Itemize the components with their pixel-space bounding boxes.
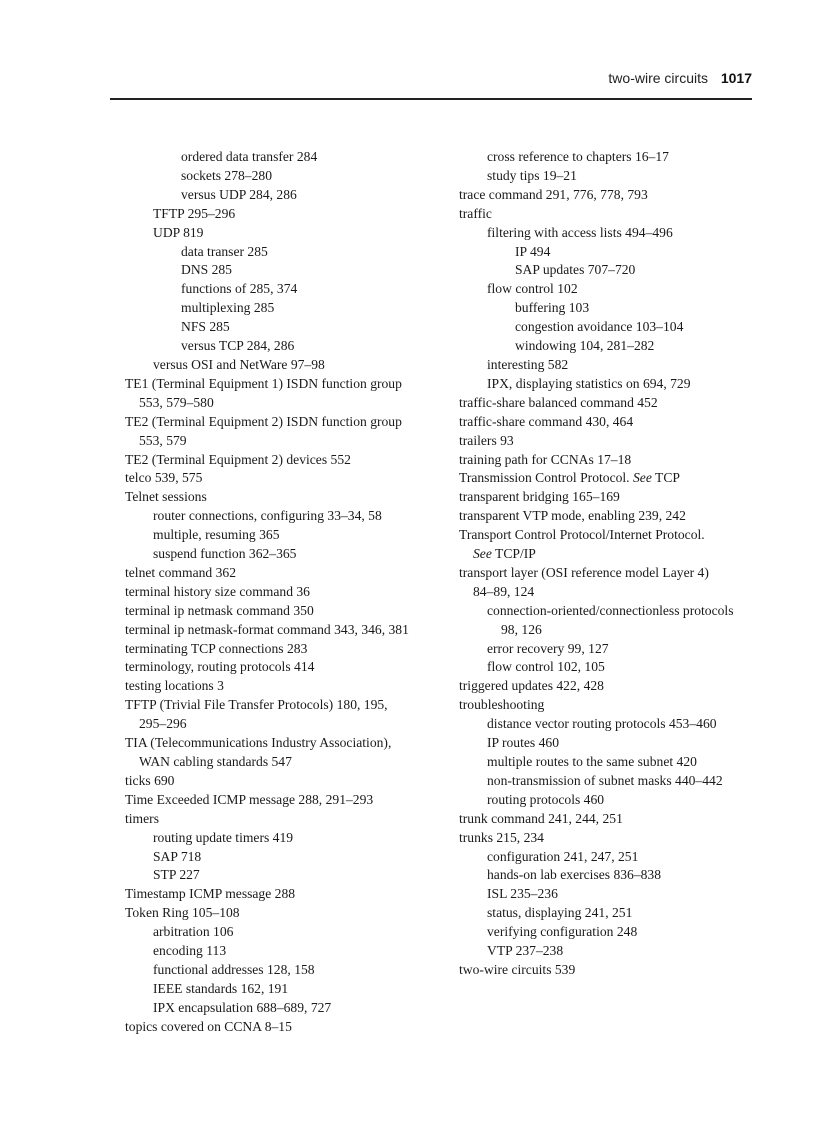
index-entry: IP 494 xyxy=(515,243,551,259)
index-entry: triggered updates 422, 428 xyxy=(459,678,604,694)
index-entry: error recovery 99, 127 xyxy=(487,640,609,656)
index-entry xyxy=(459,469,759,488)
index-entry: versus OSI and NetWare 97–98 xyxy=(153,356,325,372)
index-entry: transparent bridging 165–169 xyxy=(459,489,620,505)
index-entry: windowing 104, 281–282 xyxy=(515,338,655,354)
index-entry: timers xyxy=(125,810,159,826)
index-entry: distance vector routing protocols 453–460 xyxy=(487,716,717,732)
index-entry: IEEE standards 162, 191 xyxy=(153,980,289,996)
index-entry: TE2 (Terminal Equipment 2) devices 552 xyxy=(125,451,351,467)
index-entry: trace command 291, 776, 778, 793 xyxy=(459,186,648,202)
index-column-left xyxy=(125,148,430,1037)
index-entry: multiplexing 285 xyxy=(181,300,275,316)
index-entry: trunk command 241, 244, 251 xyxy=(459,810,623,826)
index-entry-continuation xyxy=(459,545,759,564)
page-number: 1017 xyxy=(720,70,752,86)
index-entry: topics covered on CCNA 8–15 xyxy=(125,1018,292,1034)
index-entry: transparent VTP mode, enabling 239, 242 xyxy=(459,508,686,524)
index-entry: ISL 235–236 xyxy=(487,886,558,902)
index-entry: Token Ring 105–108 xyxy=(125,905,240,921)
index-entry: arbitration 106 xyxy=(153,924,234,940)
index-entry: cross reference to chapters 16–17 xyxy=(487,149,669,164)
index-entry: TE1 (Terminal Equipment 1) ISDN function group xyxy=(125,375,402,391)
index-entry: ordered data transfer 284 xyxy=(181,149,318,164)
index-entry: ticks 690 xyxy=(125,772,175,788)
index-entry: Transport Control Protocol/Internet Protocol. xyxy=(459,527,705,543)
index-entry: SAP 718 xyxy=(153,848,202,864)
index-entry: sockets 278–280 xyxy=(181,167,272,183)
index-entry: IPX, displaying statistics on 694, 729 xyxy=(487,375,691,391)
index-entry: connection-oriented/connectionless protocols xyxy=(487,602,734,618)
index-entry: SAP updates 707–720 xyxy=(515,262,636,278)
index-entry: traffic xyxy=(459,205,492,221)
index-entry-continuation: 553, 579 xyxy=(139,432,187,448)
index-entry: routing protocols 460 xyxy=(487,791,605,807)
index-entry: traffic-share command 430, 464 xyxy=(459,413,634,429)
index-entry: data transer 285 xyxy=(181,243,268,259)
index-entry: flow control 102, 105 xyxy=(487,659,605,675)
index-entry: interesting 582 xyxy=(487,356,569,372)
see-reference-target: TCP/IP xyxy=(495,546,536,562)
index-entry: VTP 237–238 xyxy=(487,943,564,959)
index-entry: multiple routes to the same subnet 420 xyxy=(487,754,697,769)
see-reference-label: See xyxy=(632,470,652,486)
index-entry: trailers 93 xyxy=(459,432,514,448)
index-entry: IP routes 460 xyxy=(487,735,559,751)
index-entry: training path for CCNAs 17–18 xyxy=(459,451,632,467)
index-entry: telco 539, 575 xyxy=(125,470,203,486)
index-entry: router connections, configuring 33–34, 58 xyxy=(153,508,382,524)
index-entry: UDP 819 xyxy=(153,224,204,240)
index-entry: Telnet sessions xyxy=(125,489,207,505)
index-entry: encoding 113 xyxy=(153,943,227,959)
index-entry: troubleshooting xyxy=(459,697,545,713)
index-entry: suspend function 362–365 xyxy=(153,546,297,562)
index-entry: study tips 19–21 xyxy=(487,167,577,183)
index-entry-continuation: 295–296 xyxy=(139,716,187,732)
index-entry: flow control 102 xyxy=(487,281,578,297)
index-entry-text: Transmission Control Protocol. xyxy=(459,470,630,486)
index-entry: congestion avoidance 103–104 xyxy=(515,319,684,335)
index-column-right xyxy=(459,148,759,980)
index-entry: configuration 241, 247, 251 xyxy=(487,848,639,864)
index-entry: functions of 285, 374 xyxy=(181,281,298,297)
index-entry-continuation: 98, 126 xyxy=(501,621,542,637)
index-entry: NFS 285 xyxy=(181,319,230,335)
index-entry: TFTP 295–296 xyxy=(153,205,236,221)
header-title: two-wire circuits xyxy=(608,70,708,86)
index-entry: TFTP (Trivial File Transfer Protocols) 180, 195, xyxy=(125,697,388,713)
index-entry: status, displaying 241, 251 xyxy=(487,905,633,921)
index-entry: filtering with access lists 494–496 xyxy=(487,224,673,240)
index-entry: hands-on lab exercises 836–838 xyxy=(487,867,662,883)
index-entry: verifying configuration 248 xyxy=(487,924,638,940)
index-entry: two-wire circuits 539 xyxy=(459,961,576,977)
index-entry: terminating TCP connections 283 xyxy=(125,640,308,656)
index-entry: traffic-share balanced command 452 xyxy=(459,394,658,410)
see-reference-target: TCP xyxy=(655,470,680,486)
running-header xyxy=(110,62,752,100)
index-entry-continuation: 553, 579–580 xyxy=(139,394,214,410)
index-entry-continuation: 84–89, 124 xyxy=(473,583,535,599)
index-entry: multiple, resuming 365 xyxy=(153,527,280,543)
index-entry: Timestamp ICMP message 288 xyxy=(125,886,296,902)
index-entry: TE2 (Terminal Equipment 2) ISDN function group xyxy=(125,413,402,429)
see-reference-label: See xyxy=(473,546,492,562)
index-entry: testing locations 3 xyxy=(125,678,224,694)
index-entry: terminology, routing protocols 414 xyxy=(125,659,315,675)
index-entry-continuation: WAN cabling standards 547 xyxy=(139,754,292,769)
index-entry: terminal history size command 36 xyxy=(125,583,310,599)
index-entry: IPX encapsulation 688–689, 727 xyxy=(153,999,332,1015)
index-entry: terminal ip netmask-format command 343, 346, 381 xyxy=(125,621,409,637)
index-entry: versus UDP 284, 286 xyxy=(181,186,297,202)
index-entry: versus TCP 284, 286 xyxy=(181,338,295,354)
index-entry: TIA (Telecommunications Industry Association), xyxy=(125,735,392,751)
index-entry: trunks 215, 234 xyxy=(459,829,544,845)
index-entry: buffering 103 xyxy=(515,300,590,316)
index-entry: Time Exceeded ICMP message 288, 291–293 xyxy=(125,791,374,807)
index-entry: terminal ip netmask command 350 xyxy=(125,602,314,618)
index-entry: STP 227 xyxy=(153,867,200,883)
index-entry: non-transmission of subnet masks 440–442 xyxy=(487,772,723,788)
index-entry: routing update timers 419 xyxy=(153,829,294,845)
index-entry: transport layer (OSI reference model Layer 4) xyxy=(459,564,709,580)
index-entry: functional addresses 128, 158 xyxy=(153,961,315,977)
index-entry: DNS 285 xyxy=(181,262,232,278)
index-entry: telnet command 362 xyxy=(125,564,236,580)
